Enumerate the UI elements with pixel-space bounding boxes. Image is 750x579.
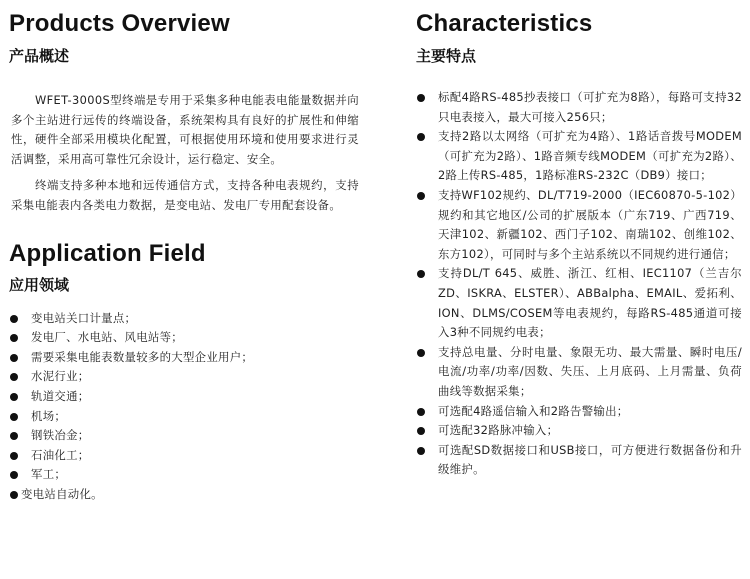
- bullet-icon: [417, 133, 425, 141]
- bullet-icon: [10, 315, 18, 323]
- list-item: 可选配32路脉冲输入；: [416, 421, 742, 441]
- overview-paragraph-1: WFET-3000S型终端是专用于采集多种电能表电能量数据并向多个主站进行远传的终端设备，系统架构具有良好的扩展性和伸缩性，硬件全部采用模块化配置，可根据使用环境和使用要求进行灵活调整，采用高可靠性冗余设计，运行稳定、安全。: [11, 93, 359, 166]
- list-item: 军工；: [9, 465, 359, 485]
- list-item: 轨道交通；: [9, 387, 359, 407]
- list-item: 支持WF102规约、DL/T719-2000（IEC60870-5-102）规约和其它地区/公司的扩展版本（广东719、广西719、天津102、新疆102、西门子102、南瑞102、创维102、东方102），可同时与多个主站系统以不同规约进行通信；: [416, 186, 742, 264]
- bullet-icon: [10, 354, 18, 362]
- bullet-icon: [10, 452, 18, 460]
- bullet-icon: [417, 408, 425, 416]
- list-item: 发电厂、水电站、风电站等；: [9, 328, 359, 348]
- bullet-icon: [417, 427, 425, 435]
- bullet-icon: [10, 393, 18, 401]
- list-item: 可选配SD数据接口和USB接口，可方便进行数据备份和升级维护。: [416, 441, 742, 480]
- application-title-en: Application Field: [9, 239, 206, 267]
- list-item: 可选配4路遥信输入和2路告警输出；: [416, 402, 742, 422]
- list-item: 机场；: [9, 407, 359, 427]
- application-title-zh: 应用领域: [9, 275, 70, 294]
- overview-paragraph-2: 终端支持多种本地和远传通信方式，支持各种电表规约，支持采集电能表内各类电力数据，是变电站、发电厂专用配套设备。: [11, 178, 359, 212]
- list-item: 石油化工；: [9, 446, 359, 466]
- characteristics-title-zh: 主要特点: [416, 47, 477, 65]
- overview-section: [9, 10, 359, 216]
- bullet-icon: [10, 334, 18, 342]
- application-list: [9, 309, 359, 505]
- right-column: [416, 0, 742, 480]
- bullet-icon: [10, 471, 18, 479]
- overview-title-en: Products Overview: [9, 10, 230, 37]
- bullet-icon: [10, 413, 18, 421]
- bullet-icon: [10, 373, 18, 381]
- list-item: 需要采集电能表数量较多的大型企业用户；: [9, 348, 359, 368]
- list-item: 水泥行业；: [9, 367, 359, 387]
- left-column: [9, 0, 359, 505]
- bullet-icon: [417, 94, 425, 102]
- list-item: 支持2路以太网络（可扩充为4路）、1路话音拨号MODEM（可扩充为2路）、1路音频专线MODEM（可扩充为2路）、2路上传RS-485，1路标准RS-232C（DB9）接口；: [416, 127, 742, 186]
- bullet-icon: [10, 432, 18, 440]
- application-section: [9, 240, 359, 505]
- list-item: 支持总电量、分时电量、象限无功、最大需量、瞬时电压/电流/功率/功率/因数、失压、上月底码、上月需量、负荷曲线等数据采集；: [416, 343, 742, 402]
- list-item: 标配4路RS-485抄表接口（可扩充为8路），每路可支持32只电表接入，最大可接入256只；: [416, 88, 742, 127]
- list-item: 变电站自动化。: [9, 485, 359, 505]
- bullet-icon: [417, 447, 425, 455]
- bullet-icon: [417, 192, 425, 200]
- overview-title-zh: 产品概述: [9, 47, 70, 65]
- characteristics-title-en: Characteristics: [416, 10, 593, 37]
- characteristics-list: [416, 88, 742, 480]
- bullet-icon: [417, 349, 425, 357]
- bullet-icon: [417, 270, 425, 278]
- list-item: 变电站关口计量点；: [9, 309, 359, 329]
- list-item: 支持DL/T 645、威胜、浙江、红相、IEC1107（兰吉尔ZD、ISKRA、ELSTER）、ABBalpha、EMAIL、爱拓利、ION、DLMS/COSEM等电表规约，每路RS-485通道可接入3种不同规约电表；: [416, 264, 742, 342]
- list-item: 钢铁冶金；: [9, 426, 359, 446]
- bullet-icon: [10, 491, 18, 499]
